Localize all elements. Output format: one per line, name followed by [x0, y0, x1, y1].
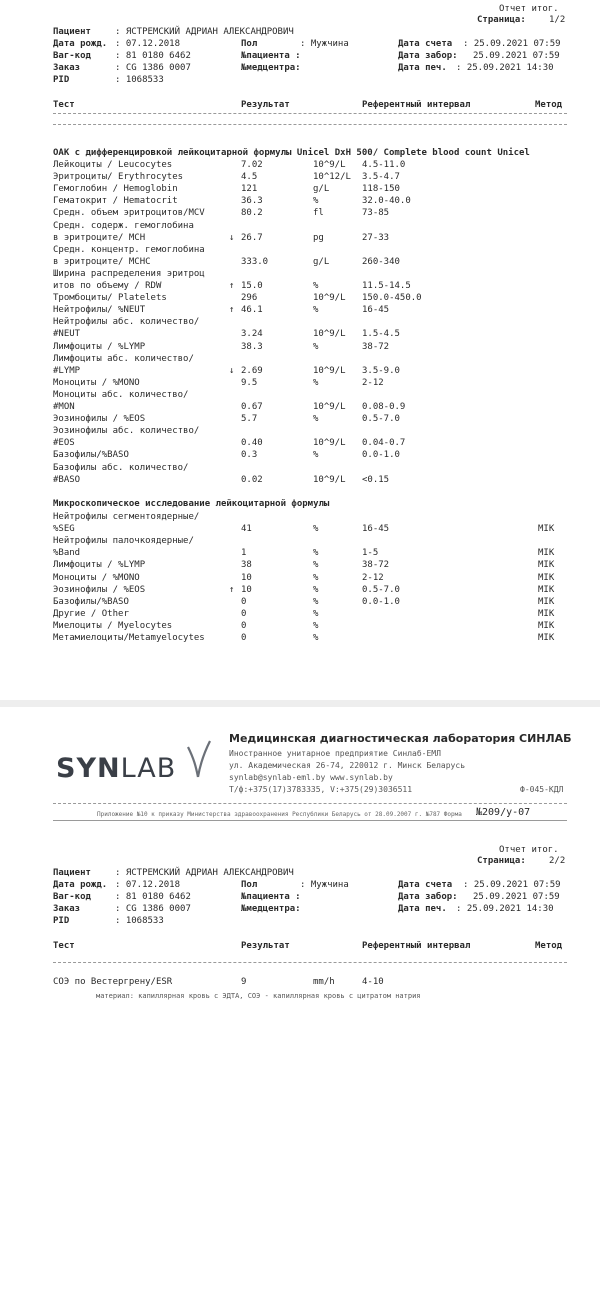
cell-ref: 4.5-11.0: [362, 160, 406, 170]
pid-value: : 1068533: [115, 916, 164, 926]
cell-name: Нейтрофилы/ %NEUT: [53, 305, 146, 316]
cell-result: 4.5: [241, 172, 258, 183]
invoice-value: : 25.09.2021 07:59: [463, 39, 561, 49]
cell-ref: 16-45: [362, 524, 390, 535]
cell-result: 15.0: [241, 281, 263, 291]
cell-unit: %: [313, 305, 319, 316]
cell-result: 38.3: [241, 341, 263, 352]
cell-unit: %: [313, 377, 319, 388]
cell-method: MIK: [538, 524, 555, 535]
cell-ref: <0.15: [362, 474, 390, 485]
cell-name: Базофилы/%BASO: [53, 450, 129, 461]
material-note: материал: капиллярная кровь с ЭДТА, СОЭ - капиллярная кровь с цитратом натрия: [96, 992, 421, 1000]
cell-ref: 16-45: [362, 305, 390, 316]
order-label: Заказ: [53, 63, 81, 73]
col-method: Метод: [535, 941, 563, 951]
barcode-label: Ваг-код: [53, 892, 91, 902]
cell-result: 0: [241, 620, 247, 631]
test-name: СОЭ по Вестергрену/ESR: [53, 977, 173, 987]
cell-name: Ширина распределения эритроц: [53, 268, 205, 279]
patient-name: : ЯСТРЕМСКИЙ АДРИАН АЛЕКСАНДРОВИЧ: [115, 27, 294, 37]
patient-number-label: №пациента :: [241, 892, 301, 902]
cell-unit: pg: [313, 232, 324, 243]
page-number: 2/2: [549, 856, 566, 866]
header-divider: [53, 124, 567, 125]
cell-method: MIK: [538, 548, 555, 559]
cell-name: Гематокрит / Hematocrit: [53, 196, 178, 207]
synlab-logo-mark: [184, 739, 214, 779]
logo-prefix: SYN: [56, 753, 121, 784]
cell-ref: 3.5-9.0: [362, 365, 400, 376]
cell-unit: %: [313, 450, 319, 461]
col-reference: Референтный интервал: [362, 100, 471, 110]
cell-result: 0.02: [241, 474, 263, 485]
form-code: Ф-045-КДЛ: [520, 785, 564, 794]
cell-name: Эозинофилы / %EOS: [53, 414, 146, 425]
form-number: №209/у-07: [476, 807, 531, 818]
order-note: Приложение №10 к приказу Министерства здравоохранения Республики Беларусь от 28.09.2007 г. №787 Форма: [97, 811, 462, 818]
cell-unit: 10^9/L: [313, 160, 346, 170]
med-center-label: №медцентра:: [241, 63, 301, 73]
cell-result: 0.40: [241, 438, 263, 449]
cell-name: Моноциты / %MONO: [53, 572, 140, 583]
cell-result: 80.2: [241, 208, 263, 219]
header-divider: [53, 113, 567, 114]
cell-ref: 32.0-40.0: [362, 196, 411, 207]
cell-unit: 10^9/L: [313, 365, 346, 376]
cell-unit: g/L: [313, 256, 330, 267]
cell-name: Моноциты абс. количество/: [53, 389, 189, 400]
cell-unit: %: [313, 548, 319, 559]
cell-unit: 10^9/L: [313, 402, 346, 412]
cell-ref: 1.5-4.5: [362, 329, 400, 340]
cell-result: 38: [241, 560, 252, 571]
cell-name: Эритроциты/ Erythrocytes: [53, 172, 184, 183]
sample-date-value: 25.09.2021 07:59: [473, 51, 560, 61]
lab-line-1: Иностранное унитарное предприятие Синлаб-ЕМЛ: [229, 749, 441, 758]
cell-name: Нейтрофилы сегментоядерные/: [53, 512, 200, 522]
cell-name: #BASO: [53, 474, 81, 485]
cell-result: 10: [241, 584, 252, 595]
col-result: Результат: [241, 941, 290, 951]
report-type: Отчет итог.: [499, 4, 559, 14]
cell-method: MIK: [538, 572, 555, 583]
cell-ref: 73-85: [362, 208, 390, 219]
barcode-value: : 81 0180 6462: [115, 892, 191, 902]
test-reference: 4-10: [362, 977, 384, 987]
print-date-value: : 25.09.2021 14:30: [456, 63, 554, 73]
cell-name: Другие / Other: [53, 608, 129, 619]
cell-unit: %: [313, 596, 319, 607]
cell-unit: %: [313, 281, 319, 291]
cell-ref: 0.08-0.9: [362, 402, 406, 412]
lab-address: ул. Академическая 26-74, 220012 г. Минск Беларусь: [229, 761, 466, 770]
page-number: 1/2: [549, 15, 566, 25]
pid-value: : 1068533: [115, 75, 164, 85]
logo-suffix: LAB: [120, 753, 177, 784]
cell-name: Базофилы/%BASO: [53, 596, 129, 607]
cell-result: 1: [241, 548, 247, 559]
order-label: Заказ: [53, 904, 81, 914]
invoice-label: Дата счета: [398, 880, 453, 890]
sample-date-label: Дата забор:: [398, 51, 458, 61]
patient-name: : ЯСТРЕМСКИЙ АДРИАН АЛЕКСАНДРОВИЧ: [115, 868, 294, 878]
cell-ref: 0.0-1.0: [362, 596, 400, 607]
cell-result: 41: [241, 524, 252, 535]
cell-method: MIK: [538, 596, 555, 607]
cell-unit: %: [313, 414, 319, 425]
cell-result: 0: [241, 608, 247, 619]
dob-label: Дата рожд.: [53, 880, 108, 890]
cell-result: 26.7: [241, 232, 263, 243]
cell-unit: 10^9/L: [313, 474, 346, 485]
cell-name: Нейтрофилы палочкоядерные/: [53, 536, 194, 547]
cell-flag: ↑: [229, 305, 235, 316]
cell-result: 2.69: [241, 365, 263, 376]
cell-unit: %: [313, 572, 319, 583]
cell-name: Лимфоциты / %LYMP: [53, 560, 146, 571]
dob-label: Дата рожд.: [53, 39, 108, 49]
cell-name: в эритроците/ MCH: [53, 232, 146, 243]
cell-unit: g/L: [313, 184, 330, 195]
cell-unit: %: [313, 620, 319, 631]
cell-unit: %: [313, 524, 319, 535]
cell-name: Средн. объем эритроцитов/MCV: [53, 208, 205, 219]
cell-unit: %: [313, 341, 319, 352]
cell-ref: 0.04-0.7: [362, 438, 406, 449]
cell-result: 46.1: [241, 305, 263, 316]
page-label: Страница:: [477, 856, 526, 866]
cell-name: %SEG: [53, 524, 75, 535]
cell-name: Миелоциты / Myelocytes: [53, 620, 173, 631]
order-value: : CG 1386 0007: [115, 63, 191, 73]
cell-result: 0: [241, 596, 247, 607]
print-date-label: Дата печ.: [398, 904, 447, 914]
patient-number-label: №пациента :: [241, 51, 301, 61]
cell-ref: 0.0-1.0: [362, 450, 400, 461]
print-date-value: : 25.09.2021 14:30: [456, 904, 554, 914]
sex-label: Пол: [241, 39, 258, 49]
cell-ref: 0.5-7.0: [362, 584, 400, 595]
col-result: Результат: [241, 100, 290, 110]
cell-ref: 38-72: [362, 560, 390, 571]
cell-result: 121: [241, 184, 258, 195]
cell-method: MIK: [538, 633, 555, 643]
report-page-2: [0, 707, 600, 1299]
cell-name: Моноциты / %MONO: [53, 377, 140, 388]
cell-unit: %: [313, 560, 319, 571]
cell-method: MIK: [538, 560, 555, 571]
cell-result: 333.0: [241, 256, 269, 267]
cell-method: MIK: [538, 620, 555, 631]
cell-result: 36.3: [241, 196, 263, 207]
cell-name: Эозинофилы абс. количество/: [53, 426, 200, 437]
cell-name: #MON: [53, 402, 75, 412]
cell-result: 10: [241, 572, 252, 583]
cell-method: MIK: [538, 584, 555, 595]
cell-result: 296: [241, 293, 258, 304]
dob-value: : 07.12.2018: [115, 39, 181, 49]
cell-name: Лимфоциты абс. количество/: [53, 353, 194, 364]
dob-value: : 07.12.2018: [115, 880, 181, 890]
cell-unit: 10^12/L: [313, 172, 351, 183]
cell-unit: %: [313, 584, 319, 595]
cell-name: Нейтрофилы абс. количество/: [53, 317, 200, 328]
sex-label: Пол: [241, 880, 258, 890]
cell-name: Тромбоциты/ Platelets: [53, 293, 167, 304]
cell-name: #NEUT: [53, 329, 81, 340]
cell-name: Средн. концентр. гемоглобина: [53, 244, 205, 255]
cell-unit: %: [313, 608, 319, 619]
patient-label: Пациент: [53, 868, 91, 878]
patient-label: Пациент: [53, 27, 91, 37]
lab-phones: Т/ф:+375(17)3783335, V:+375(29)3036511: [229, 785, 413, 794]
lab-title: Медицинская диагностическая лаборатория СИНЛАБ: [229, 732, 572, 745]
synlab-logo: [56, 754, 176, 784]
cell-flag: ↓: [229, 365, 235, 376]
cell-name: Эозинофилы / %EOS: [53, 584, 146, 595]
col-method: Метод: [535, 100, 563, 110]
cell-ref: 27-33: [362, 232, 390, 243]
cell-flag: ↑: [229, 281, 235, 291]
cell-ref: 3.5-4.7: [362, 172, 400, 183]
cell-ref: 1-5: [362, 548, 379, 559]
test-unit: mm/h: [313, 977, 335, 987]
cell-ref: 11.5-14.5: [362, 281, 411, 291]
report-type: Отчет итог.: [499, 845, 559, 855]
cell-ref: 2-12: [362, 572, 384, 583]
cell-unit: %: [313, 196, 319, 207]
cell-unit: 10^9/L: [313, 438, 346, 449]
cell-name: #LYMP: [53, 365, 81, 376]
invoice-value: : 25.09.2021 07:59: [463, 880, 561, 890]
header-divider: [53, 962, 567, 963]
cell-name: Метамиелоциты/Metamyelocytes: [53, 633, 205, 643]
sample-date-label: Дата забор:: [398, 892, 458, 902]
section-title-microscopy: Микроскопическое исследование лейкоцитарной формулы: [53, 499, 330, 509]
cell-name: #EOS: [53, 438, 75, 449]
letterhead-divider: [53, 820, 567, 821]
cell-name: Лейкоциты / Leucocytes: [53, 160, 173, 170]
cell-result: 0.67: [241, 402, 263, 412]
med-center-label: №медцентра:: [241, 904, 301, 914]
cell-ref: 38-72: [362, 341, 390, 352]
cell-flag: ↑: [229, 584, 235, 595]
page-separator: [0, 700, 600, 707]
cell-result: 9.5: [241, 377, 258, 388]
letterhead-divider: [53, 803, 567, 804]
cell-ref: 2-12: [362, 377, 384, 388]
cell-name: Гемоглобин / Hemoglobin: [53, 184, 178, 195]
barcode-label: Ваг-код: [53, 51, 91, 61]
col-reference: Референтный интервал: [362, 941, 471, 951]
cell-ref: 118-150: [362, 184, 400, 195]
section-title-cbc: ОАК с дифференцировкой лейкоцитарной формулы Unicel DxH 500/ Complete blood count Unicel: [53, 148, 530, 158]
cell-ref: 0.5-7.0: [362, 414, 400, 425]
cell-unit: fl: [313, 208, 324, 219]
cell-unit: 10^9/L: [313, 329, 346, 340]
cell-result: 5.7: [241, 414, 258, 425]
pid-label: PID: [53, 916, 70, 926]
col-test: Тест: [53, 100, 75, 110]
sex-value: : Мужчина: [300, 880, 349, 890]
cell-method: MIK: [538, 608, 555, 619]
test-result: 9: [241, 977, 247, 987]
cell-result: 0.3: [241, 450, 258, 461]
order-value: : CG 1386 0007: [115, 904, 191, 914]
sex-value: : Мужчина: [300, 39, 349, 49]
cell-name: Лимфоциты / %LYMP: [53, 341, 146, 352]
cell-result: 7.02: [241, 160, 263, 170]
cell-name: Средн. содерж. гемоглобина: [53, 220, 194, 231]
cell-flag: ↓: [229, 232, 235, 243]
lab-contacts: synlab@synlab-eml.by www.synlab.by: [229, 773, 393, 782]
cell-result: 0: [241, 633, 247, 643]
pid-label: PID: [53, 75, 70, 85]
cell-name: в эритроците/ MCHC: [53, 256, 151, 267]
page-label: Страница:: [477, 15, 526, 25]
cell-ref: 150.0-450.0: [362, 293, 422, 304]
barcode-value: : 81 0180 6462: [115, 51, 191, 61]
print-date-label: Дата печ.: [398, 63, 447, 73]
cell-name: Базофилы абс. количество/: [53, 462, 189, 473]
cell-unit: 10^9/L: [313, 293, 346, 304]
cell-result: 3.24: [241, 329, 263, 340]
cell-ref: 260-340: [362, 256, 400, 267]
cell-unit: %: [313, 633, 319, 643]
col-test: Тест: [53, 941, 75, 951]
sample-date-value: 25.09.2021 07:59: [473, 892, 560, 902]
invoice-label: Дата счета: [398, 39, 453, 49]
cell-name: %Band: [53, 548, 81, 559]
cell-name: итов по объему / RDW: [53, 281, 162, 291]
